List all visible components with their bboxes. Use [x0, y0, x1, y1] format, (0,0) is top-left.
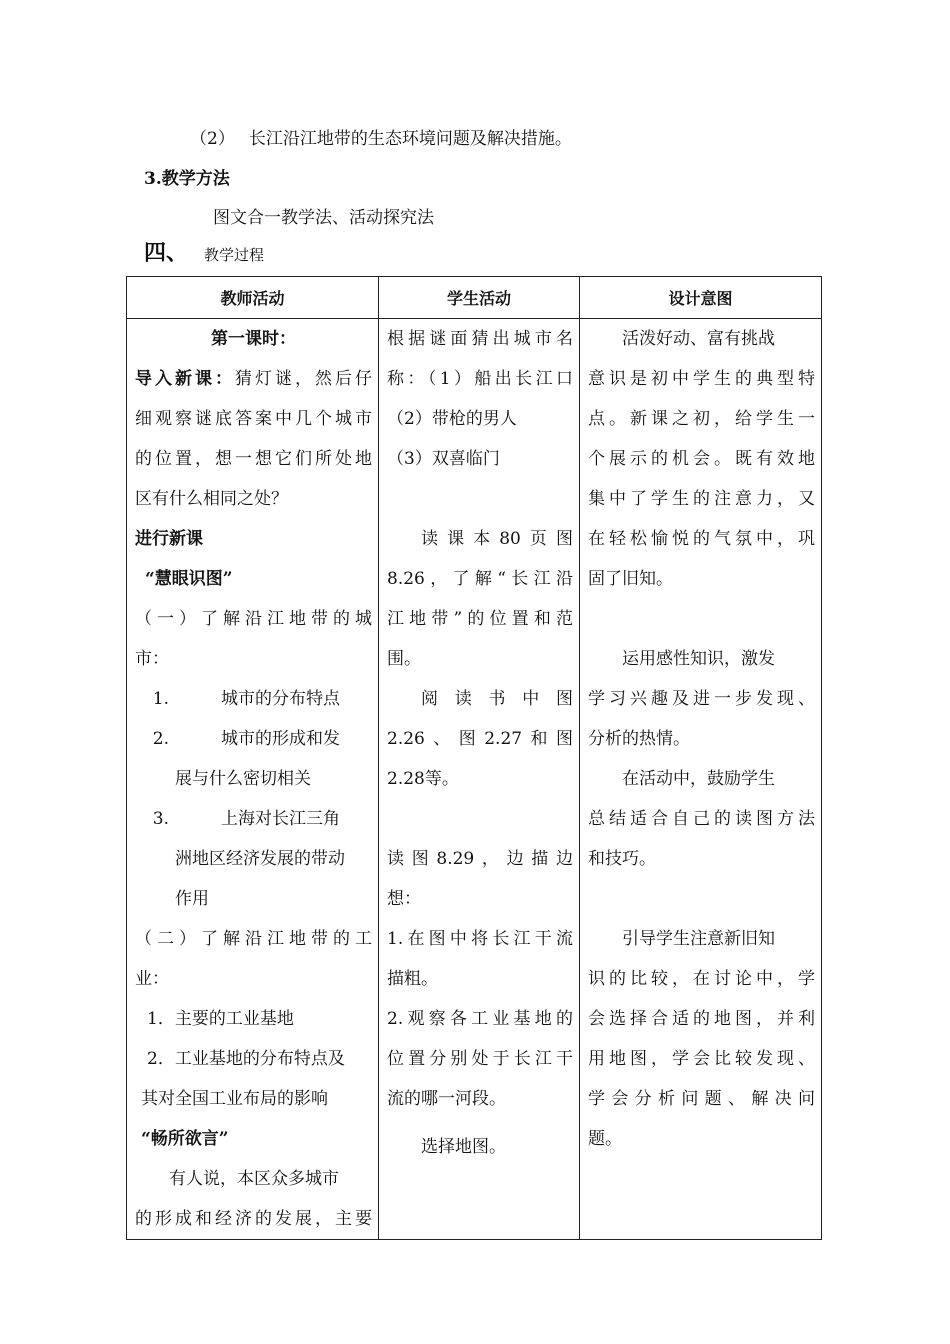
part2-line-1: （二）了解沿江地带的工 — [135, 929, 372, 949]
design-line: 和技巧。 — [588, 849, 656, 869]
list-number: 1. — [152, 689, 169, 709]
intro-line-1 — [135, 359, 372, 399]
list-text: 上海对长江三角 — [221, 809, 340, 829]
speak-line-2: 的形成和经济的发展，主要 — [135, 1209, 372, 1229]
section-title: 教学过程 — [204, 246, 265, 264]
part1-line-2: 市： — [135, 649, 169, 669]
list-item — [135, 719, 372, 759]
design-line: 个展示的机会。既有效地 — [588, 449, 815, 469]
list-text-cont: 作用 — [175, 889, 209, 909]
table-row — [127, 319, 822, 1240]
new-lesson-label: 进行新课 — [135, 529, 203, 549]
design-line: 在活动中，鼓励学生 — [622, 769, 775, 789]
objective-item-2 — [190, 124, 572, 149]
industry-item-2-cont: 其对全国工业布局的影响 — [141, 1089, 328, 1109]
intro-line-2: 细观察谜底答案中几个城市 — [135, 409, 372, 429]
design-line: 引导学生注意新旧知 — [622, 929, 775, 949]
list-text: 城市的分布特点 — [221, 689, 340, 709]
list-item — [135, 679, 372, 719]
list-text-cont: 展与什么密切相关 — [175, 769, 311, 789]
design-line: 识的比较，在讨论中，学 — [588, 969, 815, 989]
design-line: 分析的热情。 — [588, 729, 690, 749]
design-line: 用地图，学会比较发现、 — [588, 1049, 815, 1069]
student-line: 读课本80页图 — [421, 529, 573, 549]
student-line: 围。 — [387, 649, 421, 669]
list-item — [135, 799, 372, 839]
student-line: 描粗。 — [387, 969, 438, 989]
student-line: 根据谜面猜出城市名 — [387, 329, 573, 349]
design-line: 学习兴趣及进一步发现、 — [588, 689, 815, 709]
section-number: 四、 — [144, 240, 189, 266]
item-number: （2） — [190, 129, 235, 149]
design-line: 学会分析问题、解决问 — [588, 1089, 815, 1109]
student-line: 称：（1）船出长江口 — [387, 369, 573, 389]
list-number: 2. — [152, 729, 169, 749]
design-intent-cell — [580, 319, 822, 1240]
student-line: 位置分别处于长江干 — [387, 1049, 573, 1069]
student-line: 阅读书中图 — [421, 689, 573, 709]
table-header-row — [127, 277, 822, 319]
design-line: 意识是初中学生的典型特 — [588, 369, 815, 389]
design-line: 运用感性知识，激发 — [622, 649, 775, 669]
student-line: 2.28等。 — [387, 769, 459, 789]
design-line: 固了旧知。 — [588, 569, 673, 589]
design-line: 题。 — [588, 1129, 622, 1149]
section-4-heading — [144, 236, 264, 267]
list-text: 城市的形成和发 — [221, 729, 340, 749]
design-line: 会选择合适的地图，并利 — [588, 1009, 815, 1029]
intro-line-4: 区有什么相同之处？ — [135, 489, 288, 509]
student-line: 江地带”的位置和范 — [387, 609, 573, 629]
speak-line-1: 有人说，本区众多城市 — [169, 1169, 339, 1189]
design-line: 集中了学生的注意力，又 — [588, 489, 815, 509]
student-line: 选择地图。 — [421, 1137, 506, 1157]
part1-line-1: （一）了解沿江地带的城 — [135, 609, 372, 629]
part2-line-2: 业： — [135, 969, 169, 989]
design-line: 活泼好动、富有挑战 — [622, 329, 775, 349]
teaching-process-table — [126, 276, 822, 1240]
student-line: 流的哪一河段。 — [387, 1089, 506, 1109]
student-line: 想： — [387, 889, 421, 909]
speak-title: “畅所欲言” — [141, 1129, 229, 1149]
header-design-intent: 设计意图 — [580, 277, 822, 319]
student-line: 8.26，了解“长江沿 — [387, 569, 573, 589]
student-activity-cell — [379, 319, 580, 1240]
intro-text: 猜灯谜，然后仔 — [235, 369, 372, 389]
intro-line-3: 的位置，想一想它们所处地 — [135, 449, 372, 469]
teacher-activity-cell — [127, 319, 379, 1240]
student-line: 读图8.29，边描边 — [387, 849, 573, 869]
design-line: 在轻松愉悦的气氛中，巩 — [588, 529, 815, 549]
design-line: 点。新课之初，给学生一 — [588, 409, 815, 429]
header-student-activity: 学生活动 — [379, 277, 580, 319]
industry-item-1: 1．主要的工业基地 — [147, 1009, 294, 1029]
student-line: （2）带枪的男人 — [387, 409, 517, 429]
industry-item-2: 2．工业基地的分布特点及 — [147, 1049, 345, 1069]
lesson-label: 第一课时： — [211, 329, 296, 349]
list-text-cont: 洲地区经济发展的带动 — [175, 849, 345, 869]
student-line: （3）双喜临门 — [387, 449, 500, 469]
list-number: 3. — [152, 809, 169, 829]
eye-title: “慧眼识图” — [145, 569, 233, 589]
methods-text: 图文合一教学法、活动探究法 — [213, 208, 434, 228]
item-text: 长江沿江地带的生态环境问题及解决措施。 — [248, 129, 572, 149]
header-teacher-activity: 教师活动 — [127, 277, 379, 319]
methods-heading: 3.教学方法 — [144, 169, 230, 189]
student-line: 2.26、图2.27和图 — [387, 729, 573, 749]
intro-label: 导入新课： — [135, 369, 235, 389]
student-line: 1.在图中将长江干流 — [387, 929, 573, 949]
design-line: 总结适合自己的读图方法 — [588, 809, 815, 829]
student-line: 2.观察各工业基地的 — [387, 1009, 573, 1029]
